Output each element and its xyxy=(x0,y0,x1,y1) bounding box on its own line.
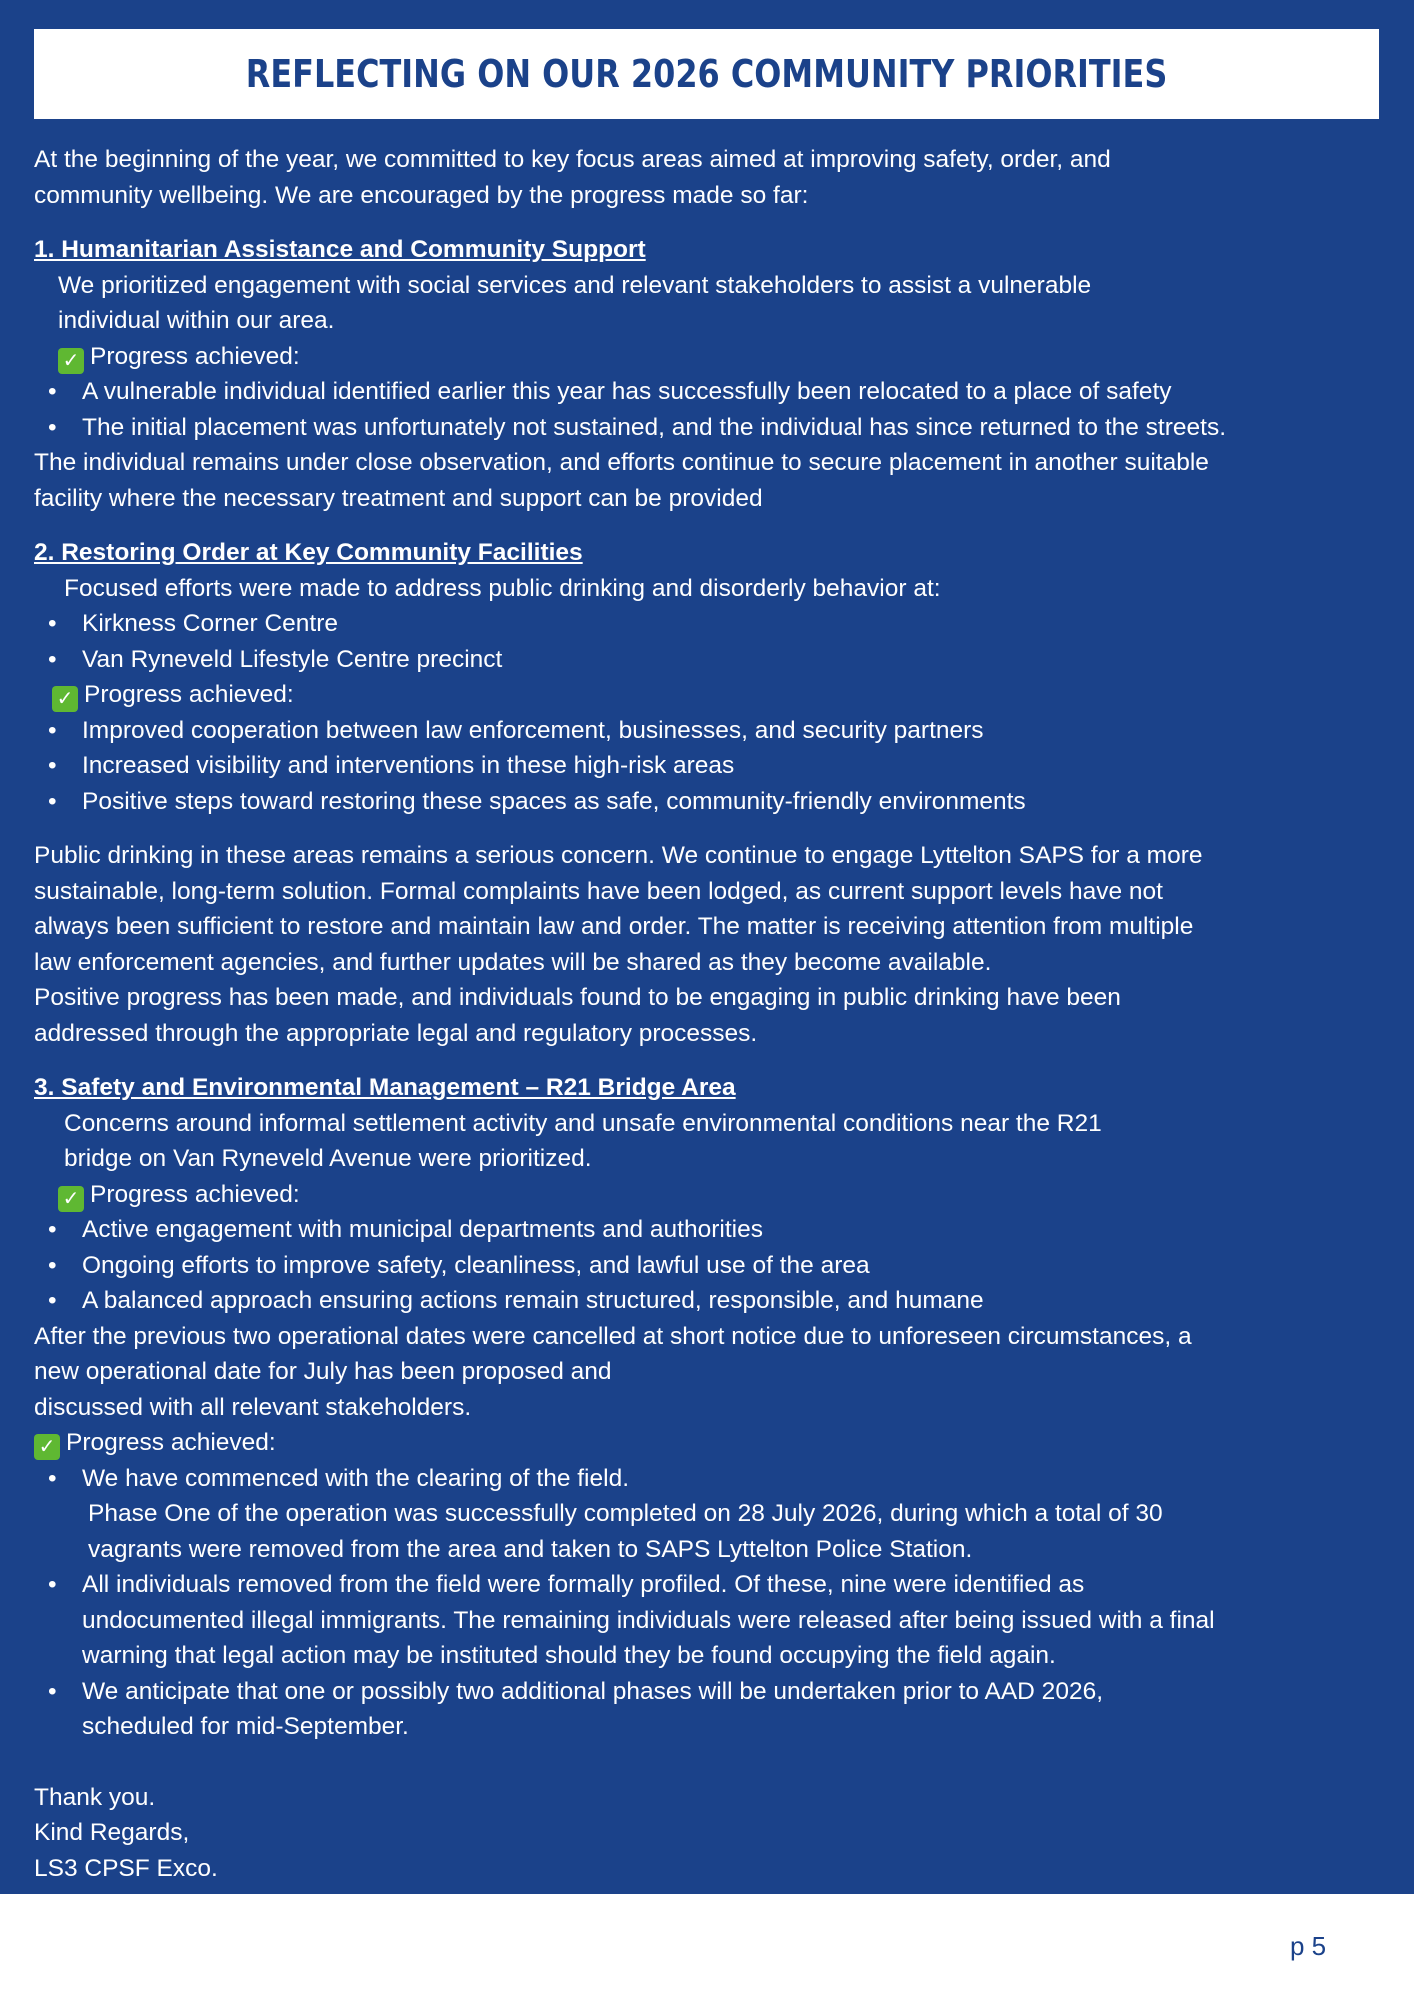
progress-label: ✓ Progress achieved: xyxy=(34,1177,1384,1213)
section-heading: 3. Safety and Environmental Management – R21 Bridge Area xyxy=(34,1074,736,1101)
section-note: discussed with all relevant stakeholders. xyxy=(34,1393,472,1421)
list-item: • All individuals removed from the field were formally profiled. Of these, nine were identified as xyxy=(34,1567,1384,1603)
section-heading: 1. Humanitarian Assistance and Community Support xyxy=(34,236,646,263)
check-mark-icon: ✓ xyxy=(58,348,84,374)
check-mark-icon: ✓ xyxy=(34,1434,60,1460)
intro-line: community wellbeing. We are encouraged by the progress made so far: xyxy=(34,181,809,209)
list-item: • Active engagement with municipal departments and authorities xyxy=(34,1212,1384,1248)
section-note: The individual remains under close observation, and efforts continue to secure placement in another suitable xyxy=(34,449,1209,476)
closing-line: Kind Regards, xyxy=(34,1819,190,1846)
section-note: Positive progress has been made, and individuals found to be engaging in public drinking have been xyxy=(34,984,1121,1011)
list-item-continuation: Phase One of the operation was successfully completed on 28 July 2026, during which a total of 30 xyxy=(88,1500,1163,1527)
list-item: • The initial placement was unfortunately not sustained, and the individual has since returned to the streets. xyxy=(34,410,1384,446)
list-item-continuation: undocumented illegal immigrants. The remaining individuals were released after being issued with a final xyxy=(82,1606,1215,1634)
check-mark-icon: ✓ xyxy=(58,1186,84,1212)
list-item: • A vulnerable individual identified earlier this year has successfully been relocated to a place of safety xyxy=(34,374,1384,410)
list-item: • Increased visibility and interventions in these high-risk areas xyxy=(34,748,1384,784)
section-note: always been sufficient to restore and maintain law and order. The matter is receiving attention from multiple xyxy=(34,913,1194,940)
section-note: addressed through the appropriate legal and regulatory processes. xyxy=(34,1019,758,1047)
page-title: REFLECTING ON OUR 2026 COMMUNITY PRIORITIES xyxy=(245,52,1168,96)
section-desc: Focused efforts were made to address public drinking and disorderly behavior at: xyxy=(64,574,941,602)
list-item: • Van Ryneveld Lifestyle Centre precinct xyxy=(34,642,1384,678)
closing-line: Thank you. xyxy=(34,1783,156,1811)
list-item-continuation: vagrants were removed from the area and taken to SAPS Lyttelton Police Station. xyxy=(88,1535,973,1563)
progress-label: ✓ Progress achieved: xyxy=(34,339,1384,375)
section-note: After the previous two operational dates were cancelled at short notice due to unforeseen circumstances, a xyxy=(34,1322,1192,1350)
check-mark-icon: ✓ xyxy=(52,686,78,712)
progress-label: ✓ Progress achieved: xyxy=(34,677,1384,713)
title-banner xyxy=(34,29,1379,119)
intro-line: At the beginning of the year, we committed to key focus areas aimed at improving safety, order, and xyxy=(34,146,1111,173)
section-desc: bridge on Van Ryneveld Avenue were prioritized. xyxy=(64,1145,592,1172)
section-heading: 2. Restoring Order at Key Community Facilities xyxy=(34,539,583,566)
section-note: new operational date for July has been proposed and xyxy=(34,1358,612,1385)
list-item-continuation: scheduled for mid-September. xyxy=(82,1713,409,1740)
section-desc: individual within our area. xyxy=(58,307,335,334)
section-desc: We prioritized engagement with social services and relevant stakeholders to assist a vulnerable xyxy=(58,271,1092,299)
article-body xyxy=(34,142,1384,1886)
list-item: • Improved cooperation between law enforcement, businesses, and security partners xyxy=(34,713,1384,749)
page-number: p 5 xyxy=(1290,1931,1327,1961)
list-item-continuation: warning that legal action may be instituted should they be found occupying the field again. xyxy=(82,1642,1056,1669)
signature: LS3 CPSF Exco. xyxy=(34,1854,218,1882)
list-item: • We anticipate that one or possibly two additional phases will be undertaken prior to AAD 2026, xyxy=(34,1674,1384,1710)
section-note: facility where the necessary treatment and support can be provided xyxy=(34,484,763,512)
list-item: • Kirkness Corner Centre xyxy=(34,606,1384,642)
list-item: • A balanced approach ensuring actions remain structured, responsible, and humane xyxy=(34,1283,1384,1319)
section-desc: Concerns around informal settlement activity and unsafe environmental conditions near the R21 xyxy=(64,1109,1102,1137)
section-note: law enforcement agencies, and further updates will be shared as they become available. xyxy=(34,948,992,976)
list-item: • Ongoing efforts to improve safety, cleanliness, and lawful use of the area xyxy=(34,1248,1384,1284)
section-note: sustainable, long-term solution. Formal complaints have been lodged, as current support levels have not xyxy=(34,877,1163,905)
list-item: • Positive steps toward restoring these spaces as safe, community-friendly environments xyxy=(34,784,1384,820)
section-note: Public drinking in these areas remains a serious concern. We continue to engage Lyttelton SAPS for a more xyxy=(34,842,1203,869)
list-item: • We have commenced with the clearing of the field. xyxy=(34,1461,1384,1497)
progress-label: ✓ Progress achieved: xyxy=(34,1425,1384,1461)
